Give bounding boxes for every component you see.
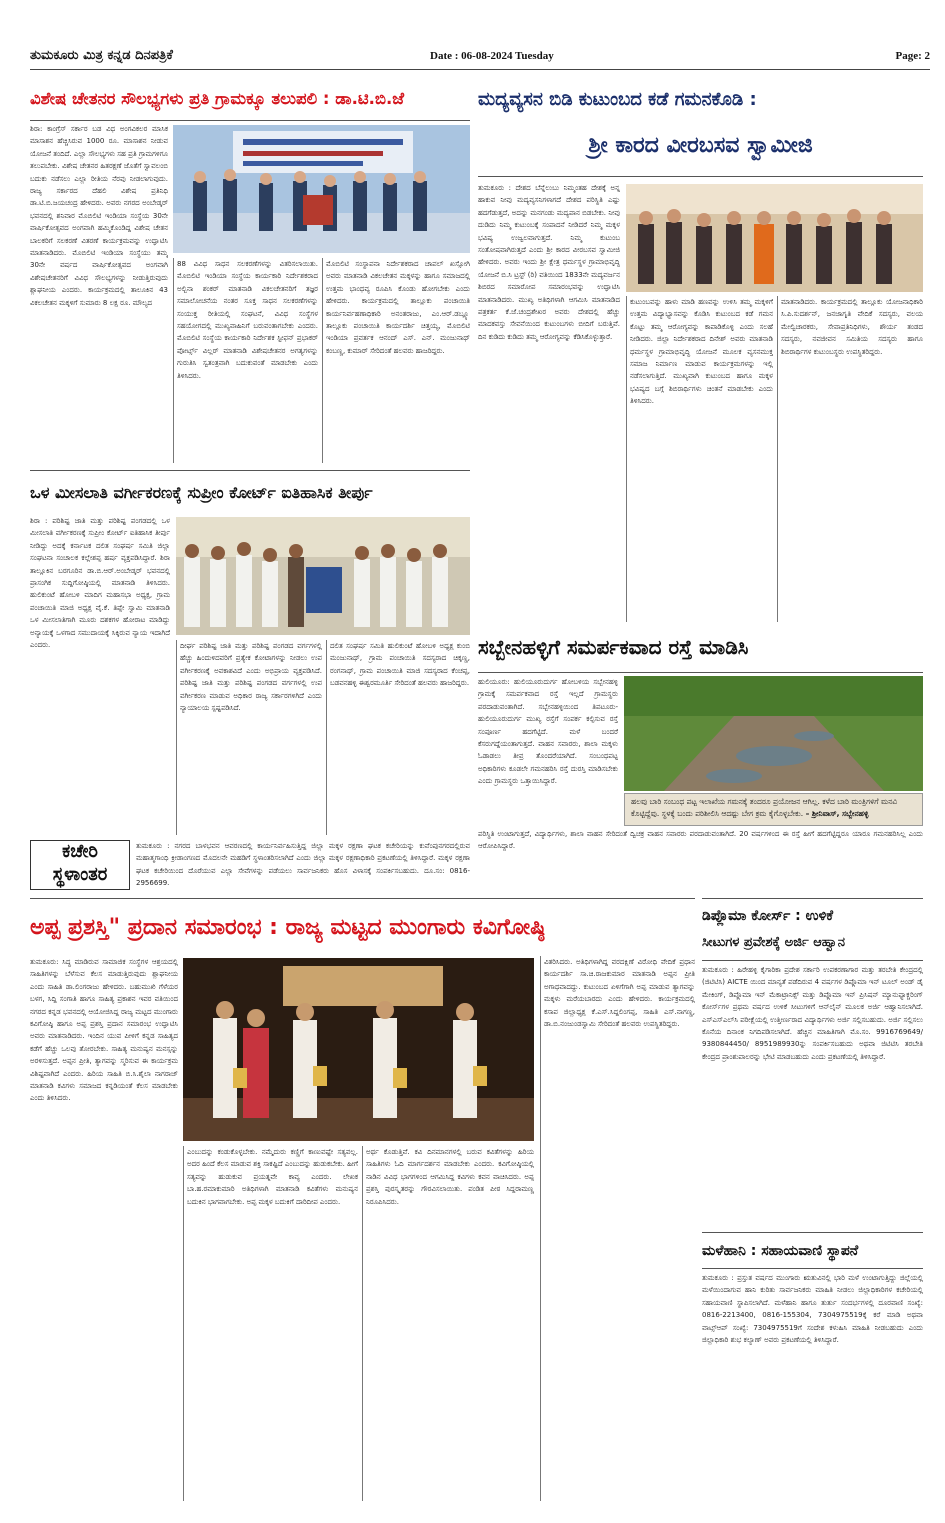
page-number: Page: 2 (895, 50, 930, 62)
story2-body-col1: ತುಮಕೂರು : ದೇಶದ ಬೆನ್ನೆಲುಬು ನಿಮ್ಮಂತಹ ದೇಶಕ್ಕೆ ಅನ್ನ ಹಾಕುವ ನೀವು ಮದ್ಯವ್ಯಸನಿಗಳಾಗದೆ ದೇಶದ ಪರಿಸ್ಥಿತಿ ಎಷ್ಟು ಹದಗೆಡುತ್ತದೆ, ಅದನ್ನು ಮನಗಂಡು ಮದ್ಯಪಾನ ಬಿಡಬೇಕು. ನೀವು ದುಡಿದು ನಿಮ್ಮ ಕುಟುಂಬಕ್ಕೆ ಸಂಪಾದನೆ ನೀಡಿದರೆ ನಿಮ್ಮ ಮಕ್ಕಳ ಭವಿಷ್ಯ ಉಜ್ವಲವಾಗುತ್ತದೆ. ನಿಮ್ಮ ಕುಟುಂಬ ಸಂತೋಷವಾಗಿರುತ್ತದೆ ಎಂದು ಶ್ರೀ ಕಾರದ ವೀರಬಸವ ಸ್ವಾಮೀಜಿ ಹೇಳಿದರು. ಅವರು ಇಂದು ಶ್ರೀ ಕ್ಷೇತ್ರ ಧರ್ಮಸ್ಥಳ ಗ್ರಾಮಾಭಿವೃದ್ಧಿ ಯೋಜನೆ ಬಿ.ಸಿ ಟ್ರಸ್ಟ್ (ರಿ) ವತಿಯಿಂದ 1833ನೇ ಮದ್ಯವರ್ಜನ ಶಿಬಿರದ ಸಮಾರೋಪ ಸಮಾರಂಭವನ್ನು ಉದ್ಘಾಟಿಸಿ ಮಾತನಾಡಿದರು. ಮುಖ್ಯ ಅತಿಥಿಗಳಾಗಿ ಆಗಮಿಸಿ ಮಾತನಾಡಿದ ಪತ್ರಕರ್ತ ಕೆ.ಜೆ.ಚಂದ್ರಶೇಖರ ಅವರು ದೇಶದಲ್ಲಿ ಹೆಚ್ಚು ಮಾದಕವಸ್ತು ಸೇವನೆಯಿಂದ ಕುಟುಂಬಗಳು ಬೀದಿಗೆ ಬರುತ್ತಿವೆ. ದಿನ ಕುಡಿದು ಕುಡಿದು ತಮ್ಮ ಆರೋಗ್ಯವನ್ನು ಕೆಡಿಸಿಕೊಳ್ಳುತ್ತಾರೆ. (478, 184, 620, 341)
story7-top-rule (702, 1232, 923, 1233)
story5-body-col1: ತುಮಕೂರು: ಸಿದ್ಧ ಮಾಡಿರುವ ಸಾಮಾಜಿಕ ಸಂಸ್ಥೆಗಳ ಆಶ್ರಯದಲ್ಲಿ ಸಾಹಿತಿಗಳನ್ನು ಬೆಳೆಸುವ ಕೆಲಸ ಮಾಡುತ್ತಿರುವುದು ಶ್ಲಾಘನೀಯ ಎಂದು ಸಾಹಿತಿ ಡಾ.ಲಿಂಗರಾಜು ಹೇಳಿದರು. ಬಹುಮುಖಿ ಗೆಳೆಯರ ಬಳಗ, ಸಿದ್ದಿ ಸಂಗಾತಿ ಹಾಗೂ ಸಾಹಿತ್ಯ ಪ್ರಕಾಶನ ಇವರ ವತಿಯಿಂದ ನಗರದ ಕನ್ನಡ ಭವನದಲ್ಲಿ ಆಯೋಜಿಸಿದ್ದ ರಾಜ್ಯ ಮಟ್ಟದ ಮುಂಗಾರು ಕವಿಗೋಷ್ಠಿ ಹಾಗೂ ಅಪ್ಪ ಪ್ರಶಸ್ತಿ ಪ್ರದಾನ ಸಮಾರಂಭ ಉದ್ಘಾಟಿಸಿ ಅವರು ಮಾತನಾಡಿದರು. ಇಂದಿನ ಯುವ ಪೀಳಿಗೆ ಕನ್ನಡ ಸಾಹಿತ್ಯದ ಕಡೆಗೆ ಹೆಚ್ಚು ಒಲವು ತೋರಬೇಕು. ಸಾಹಿತ್ಯ ಮನುಷ್ಯನ ಮನಸ್ಸನ್ನು ಅರಳಿಸುತ್ತದೆ. ಅಪ್ಪನ ಪ್ರೀತಿ, ತ್ಯಾಗವನ್ನು ಸ್ಮರಿಸುವ ಈ ಕಾರ್ಯಕ್ರಮ ವಿಶಿಷ್ಟವಾಗಿದೆ ಎಂದರು. ಹಿರಿಯ ಸಾಹಿತಿ ಬಿ.ಸಿ.ಶೈಲಾ ನಾಗರಾಜ್ ಮಾತನಾಡಿ ಕವಿಗಳು ಸಮಾಜದ ಕನ್ನಡಿಯಂತೆ ಕೆಲಸ ಮಾಡಬೇಕು ಎಂದು ತಿಳಿಸಿದರು. (30, 958, 178, 1103)
story1-photo (173, 125, 470, 253)
story6-rule (702, 960, 923, 961)
story1-body-col1: ಶಿರಾ: ಕಾಂಗ್ರೆಸ್ ಸರ್ಕಾರ ಬಡ ವಿಧ ಅಂಗವಿಕಲರ ಮಾಸಿಕ ಮಾಸಾಶನ ಹೆಚ್ಚಿಸಿರುವ 1000 ರೂ. ಮಾಸಾಶನ ನೀಡುವ ಯೋಜನೆ ತಂದಿದೆ. ಎಲ್ಲಾ ಸೌಲಭ್ಯಗಳು ಸಹ ಪ್ರತಿ ಗ್ರಾಮಗಳಿಗೂ ತಲುಪಬೇಕು. ವಿಶೇಷ ಚೇತನರ ಹಿತರಕ್ಷಣೆ ಜೊತೆಗೆ ಸ್ವಾವಲಂಬಿ ಬದುಕು ನಡೆಸಲು ಎಲ್ಲಾ ರೀತಿಯ ನೆರವು ನೀಡಲಾಗುವುದು. ರಾಜ್ಯ ಸರ್ಕಾರದ ದೆಹಲಿ ವಿಶೇಷ ಪ್ರತಿನಿಧಿ ಡಾ.ಟಿ.ಬಿ.ಜಯಚಂದ್ರ ಹೇಳಿದರು. ಅವರು ನಗರದ ಅಂಬೇಡ್ಕರ್ ಭವನದಲ್ಲಿ ಶನಿವಾರ ಮೊಬಿಲಿಟಿ ಇಂಡಿಯಾ ಸಂಸ್ಥೆಯ 30ನೇ ವಾರ್ಷಿಕೋತ್ಸವದ ಅಂಗವಾಗಿ ಹಮ್ಮಿಕೊಂಡಿದ್ದ ವಿಶೇಷ ಚೇತನ ಬಾಲಕರಿಗೆ ಸಲಕರಣೆ ವಿತರಣೆ ಕಾರ್ಯಕ್ರಮವನ್ನು ಉದ್ಘಾಟಿಸಿ ಮಾತನಾಡಿದರು. ಮೊಬಿಲಿಟಿ ಇಂಡಿಯಾ ಸಂಸ್ಥೆಯು ತಮ್ಮ 30ನೇ ವರ್ಷದ ವಾರ್ಷಿಕೋತ್ಸವದ ಅಂಗವಾಗಿ ವಿಶೇಷಚೇತನರಿಗೆ ವಿವಿಧ ಸೌಲಭ್ಯಗಳನ್ನು ನೀಡುತ್ತಿರುವುದು ಶ್ಲಾಘನೀಯ ಎಂದರು. ಕಾರ್ಯಕ್ರಮದಲ್ಲಿ ತಾಲೂಕಿನ 43 ವಿಕಲಚೇತನ ಮಕ್ಕಳಿಗೆ ಸುಮಾರು 8 ಲಕ್ಷ ರೂ. ಮೌಲ್ಯದ (30, 125, 168, 307)
story3-headline: ಒಳ ಮೀಸಲಾತಿ ವರ್ಗೀಕರಣಕ್ಕೆ ಸುಪ್ರೀಂ ಕೋರ್ಟ್ ಐತಿಹಾಸಿಕ ತೀರ್ಪು (30, 483, 373, 502)
story1-body-col3: ಮೊಬಿಲಿಟಿ ಸಂಸ್ಥಾಪನಾ ನಿರ್ದೇಶಕರಾದ ಚಾಪಲ್ ಖಸ್ಸೋಗಿ ಅವರು ಮಾತನಾಡಿ ವಿಕಲಚೇತನ ಮಕ್ಕಳನ್ನು ಹಾಗೂ ಸಮಾಜದಲ್ಲಿ ಉತ್ತಮ ಭಾಂಧವ್ಯ ರೂಪಿಸಿ ಕೊಂಡು ಹೋಗಬೇಕು ಎಂದು ಹೇಳಿದರು. ಕಾರ್ಯಕ್ರಮದಲ್ಲಿ ತಾಲ್ಲೂಕು ಪಂಚಾಯಿತಿ ಕಾರ್ಯನಿರ್ವಹಣಾಧಿಕಾರಿ ಅನಂತರಾಜು, ಎಂ.ಆರ್.ಡಬ್ಲ್ಯೂ ತಾಲ್ಲೂಕು ಪಂಚಾಯಿತಿ ಕಾರ್ಯದರ್ಶಿ ಚಿತ್ತಯ್ಯ, ಮೊಬಿಲಿಟಿ ಇಂಡಿಯಾ ಪ್ರವರ್ತಕ ಆನಂದ್ ಎಸ್. ಎನ್. ಮಂಜುನಾಥ್ ಕಂಬಣ್ಣ, ಕುಮಾರ್ ಸೇರಿದಂತೆ ಹಲವರು ಹಾಜರಿದ್ದರು. (322, 258, 470, 463)
story6-body: ತುಮಕೂರು : ಹಿರೇಹಳ್ಳಿ ಕೈಗಾರಿಕಾ ಪ್ರದೇಶ ಸರ್ಕಾರಿ ಉಪಕರಣಾಗಾರ ಮತ್ತು ತರಬೇತಿ ಕೇಂದ್ರದಲ್ಲಿ (ಜಿಟಿಟಿಸಿ) AICTE ಯಿಂದ ಮಾನ್ಯತೆ ಪಡೆದಿರುವ 4 ವರ್ಷಗಳ ಡಿಪ್ಲೊಮಾ ಇನ್ ಟೂಲ್ ಅಂಡ್ ಡೈ ಮೇಕಿಂಗ್, ಡಿಪ್ಲೊಮಾ ಇನ್ ಮೆಕಾಟ್ರಾನಿಕ್ಸ್ ಮತ್ತು ಡಿಪ್ಲೊಮಾ ಇನ್ ಪ್ರಿಸಿಷನ್ ಮ್ಯಾನುಫ್ಯಾಕ್ಚರಿಂಗ್ ಕೋರ್ಸ್‌ಗಳ ಪ್ರಥಮ ವರ್ಷದ ಉಳಿಕೆ ಸೀಟುಗಳಿಗೆ ಆನ್‌ಲೈನ್ ಮೂಲಕ ಅರ್ಜಿ ಆಹ್ವಾನಿಸಲಾಗಿದೆ. ಎಸ್‌ಎಸ್‌ಎಲ್‌ಸಿ ಪರೀಕ್ಷೆಯಲ್ಲಿ ಉತ್ತೀರ್ಣರಾದ ವಿದ್ಯಾರ್ಥಿಗಳು ಅರ್ಜಿ ಸಲ್ಲಿಸಬಹುದು. ಅರ್ಜಿ ಸಲ್ಲಿಸಲು ಕೊನೆಯ ದಿನಾಂಕ ನಿಗದಿಪಡಿಸಲಾಗಿದೆ. ಹೆಚ್ಚಿನ ಮಾಹಿತಿಗಾಗಿ ಮೊ.ಸಂ. 9916769649/ 9380844450/ 8951989930ನ್ನು ಸಂಪರ್ಕಿಸಬಹುದು ಅಥವಾ ಜಿಟಿಟಿಸಿ ತರಬೇತಿ ಕೇಂದ್ರದ ಪ್ರಾಂಶುಪಾಲರನ್ನು ಭೇಟಿ ಮಾಡಬಹುದು ಎಂದು ಪ್ರಕಟಣೆಯಲ್ಲಿ ತಿಳಿಸಿದ್ದಾರೆ. (702, 966, 923, 1061)
story3-top-rule (30, 470, 470, 471)
story5-photo (183, 958, 534, 1141)
story3-body-col2: ದೀರ್ಘ ಪರಿಶಿಷ್ಟ ಜಾತಿ ಮತ್ತು ಪರಿಶಿಷ್ಟ ಪಂಗಡದ ವರ್ಗಗಳಲ್ಲಿ ಹೆಚ್ಚು ಹಿಂದುಳಿದವರಿಗೆ ಪ್ರತ್ಯೇಕ ಕೋಟಾಗಳನ್ನು ನೀಡಲು ಉಪ ವರ್ಗೀಕರಣಕ್ಕೆ ಅವಕಾಶವಿದೆ ಎಂದು ಅಭಿಪ್ರಾಯ ವ್ಯಕ್ತಪಡಿಸಿದೆ. ಪರಿಶಿಷ್ಟ ಜಾತಿ ಮತ್ತು ಪರಿಶಿಷ್ಟ ಪಂಗಡದ ವರ್ಗಗಳಲ್ಲಿ ಉಪ ವರ್ಗೀಕರಣ ಮಾಡುವ ಅಧಿಕಾರ ರಾಜ್ಯ ಸರ್ಕಾರಗಳಿಗಿದೆ ಎಂದು ನ್ಯಾಯಾಲಯ ಸ್ಪಷ್ಟಪಡಿಸಿದೆ. (176, 640, 322, 835)
story4-caption-text: ಹಲವು ಬಾರಿ ಸಂಬಂಧ ಪಟ್ಟ ಇಲಾಖೆಯ ಗಮನಕ್ಕೆ ತಂದರೂ ಪ್ರಯೋಜನ ಆಗಿಲ್ಲ. ಕಳೆದ ಬಾರಿ ಮಂತ್ರಿಗಳಿಗೆ ಮನವಿ ಕೊಟ್ಟಿದ್ದೆವು. ಸ್ಥಳಕ್ಕೆ ಬಂದು ಪರಿಶೀಲಿಸಿ ಆದಷ್ಟು ಬೇಗ ಕ್ರಮ ಕೈಗೊಳ್ಳಬೇಕು. (631, 797, 898, 818)
story1-rule (30, 120, 470, 121)
story5-top-rule (30, 898, 695, 899)
story6-top-rule (702, 898, 923, 899)
story2-photo (626, 184, 923, 292)
notice-body: ತುಮಕೂರು : ನಗರದ ಬಾಳಭವನ ಆವರಣದಲ್ಲಿ ಕಾರ್ಯನಿರ್ವಹಿಸುತ್ತಿದ್ದ ಜಿಲ್ಲಾ ಮಕ್ಕಳ ರಕ್ಷಣಾ ಘಟಕ ಕಚೇರಿಯನ್ನು ಕುವೆಂಪುನಗರದಲ್ಲಿರುವ ಮಹಾತ್ಮಗಾಂಧಿ ಕ್ರೀಡಾಂಗಣದ ಮೊದಲನೇ ಮಹಡಿಗೆ ಸ್ಥಳಾಂತರಿಸಲಾಗಿದೆ ಎಂದು ಜಿಲ್ಲಾ ಮಕ್ಕಳ ರಕ್ಷಣಾಧಿಕಾರಿ ಪ್ರಕಟಣೆಯಲ್ಲಿ ತಿಳಿಸಿದ್ದಾರೆ. ಮಕ್ಕಳ ರಕ್ಷಣಾ ಘಟಕ ಕಚೇರಿಯಿಂದ ದೊರೆಯುವ ಎಲ್ಲಾ ಸೇವೆಗಳನ್ನು ಪಡೆಯಲು ಸಾರ್ವಜನಿಕರು ಹೊಸ ವಿಳಾಸಕ್ಕೆ ಸಂಪರ್ಕಿಸಬಹುದು. ದೂ.ಸಂ: 0816-2956699. (136, 842, 470, 888)
story3-photo (176, 517, 470, 635)
story2-headline-line2: ಶ್ರೀ ಕಾರದ ವೀರಬಸವ ಸ್ವಾಮೀಜಿ (588, 133, 813, 158)
story1-headline: ವಿಶೇಷ ಚೇತನರ ಸೌಲಭ್ಯಗಳು ಪ್ರತಿ ಗ್ರಾಮಕ್ಕೂ ತಲುಪಲಿ : ಡಾ.ಟಿ.ಬಿ.ಜೆ (30, 89, 404, 108)
notice-title-line2: ಸ್ಥಳಾಂತರ (52, 864, 108, 885)
story4-rule (478, 672, 923, 673)
story5-body-col2: ಎಂಬುದನ್ನು ಕಂಡುಕೊಳ್ಳಬೇಕು. ನಮ್ಮೆದುರು ಕಣ್ಣಿಗೆ ಕಾಣುವಷ್ಟೇ ಸತ್ಯವಲ್ಲ. ಅದರ ಹಿಂದೆ ಕೆಲಸ ಮಾಡುವ ಶಕ್ತಿ ಸಾಕಷ್ಟಿದೆ ಎಂಬುದನ್ನು ಹುಡುಕಬೇಕು. ಹೀಗೆ ಸತ್ಯವನ್ನು ಹುಡುಕುವ ಪ್ರಯತ್ನವೇ ಕಾವ್ಯ ಎಂದರು. ಲೇಖಕ ಬಾ.ಹ.ರಮಾಕುಮಾರಿ ಅತಿಥಿಗಳಾಗಿ ಮಾತನಾಡಿ ಕವಿತೆಗಳು ಮನುಷ್ಯನ ಬದುಕಿನ ಭಾಗವಾಗಬೇಕು. ಅಪ್ಪ ಮಕ್ಕಳ ಬದುಕಿಗೆ ದಾರಿದೀಪ ಎಂದರು. (183, 1146, 358, 1501)
story7-body: ತುಮಕೂರು : ಪ್ರಸ್ತುತ ವರ್ಷದ ಮುಂಗಾರು ಋತುವಿನಲ್ಲಿ ಭಾರಿ ಮಳೆ ಉಂಟಾಗುತ್ತಿದ್ದು ಜಿಲ್ಲೆಯಲ್ಲಿ ಮಳೆಯಿಂದಾಗುವ ಹಾನಿ ಕುರಿತು ಸಾರ್ವಜನಿಕರು ಮಾಹಿತಿ ನೀಡಲು ಜಿಲ್ಲಾಧಿಕಾರಿಗಳ ಕಚೇರಿಯಲ್ಲಿ ಸಹಾಯವಾಣಿ ಸ್ಥಾಪಿಸಲಾಗಿದೆ. ಮಳೆಹಾನಿ ಹಾಗೂ ತುರ್ತು ಸಂದರ್ಭಗಳಲ್ಲಿ ದೂರವಾಣಿ ಸಂಖ್ಯೆ: 0816-2213400, 0816-155304, 7304975519ಕ್ಕೆ ಕರೆ ಮಾಡಿ ಅಥವಾ ವಾಟ್ಸ್‌ಆಪ್ ಸಂಖ್ಯೆ: 7304975519ಗೆ ಸಂದೇಶ ಕಳುಹಿಸಿ ಮಾಹಿತಿ ನೀಡಬಹುದು ಎಂದು ಜಿಲ್ಲಾಧಿಕಾರಿ ಶುಭ ಕಲ್ಯಾಣ್ ಅವರು ಪ್ರಕಟಣೆಯಲ್ಲಿ ತಿಳಿಸಿದ್ದಾರೆ. (702, 1274, 923, 1345)
story7-rule (702, 1268, 923, 1269)
story4-caption-credit: – ಶ್ರೀನಿವಾಸ್, ಸಬ್ಬೇನಹಳ್ಳಿ (805, 809, 869, 818)
story3-body-col3: ದಲಿತ ಸಂಘರ್ಷ ಸಮಿತಿ ಹುಲಿಕುಂಟೆ ಹೋಬಳಿ ಅಧ್ಯಕ್ಷ ಕುಂಬಿ ಮಂಜುನಾಥ್, ಗ್ರಾಮ ಪಂಚಾಯಿತಿ ಸದಸ್ಯರಾದ ಚಿಕ್ಕಣ್ಣ, ರಂಗನಾಥ್, ಗ್ರಾಮ ಪಂಚಾಯಿತಿ ಮಾಜಿ ಸದಸ್ಯರಾದ ಕೆಂಚಪ್ಪ, ಬಡವನಹಳ್ಳಿ ಈಶ್ವರಮೂರ್ತಿ ಸೇರಿದಂತೆ ಹಲವರು ಹಾಜರಿದ್ದರು. (326, 640, 470, 835)
story5-body-col4: ವಿತರಿಸಿದರು. ಅತಿಥಿಗಳಾಗಿದ್ದ ವರದಕ್ಷಿಣೆ ವಿರೋಧಿ ವೇದಿಕೆ ಪ್ರಧಾನ ಕಾರ್ಯದರ್ಶಿ ಸಾ.ಚಿ.ರಾಜಕುಮಾರ ಮಾತನಾಡಿ ಅಪ್ಪನ ಪ್ರೀತಿ ಅಗಾಧವಾದದ್ದು. ಕುಟುಂಬದ ಏಳಿಗೆಗಾಗಿ ಅಪ್ಪ ಮಾಡುವ ತ್ಯಾಗವನ್ನು ಮಕ್ಕಳು ಮರೆಯಬಾರದು ಎಂದು ಹೇಳಿದರು. ಕಾರ್ಯಕ್ರಮದಲ್ಲಿ ಕಸಾಪ ಜಿಲ್ಲಾಧ್ಯಕ್ಷ ಕೆ.ಎಸ್.ಸಿದ್ದಲಿಂಗಪ್ಪ, ಸಾಹಿತಿ ಎಸ್.ನಾಗಣ್ಣ, ಡಾ.ಬಿ.ನಂಜುಂಡಸ್ವಾಮಿ ಸೇರಿದಂತೆ ಹಲವರು ಉಪಸ್ಥಿತರಿದ್ದರು. (540, 956, 695, 1501)
story6-headline-line2: ಸೀಟುಗಳ ಪ್ರವೇಶಕ್ಕೆ ಅರ್ಜಿ ಆಹ್ವಾನ (702, 935, 845, 950)
story4-body: ಹುಲಿಯೂರು: ಹುಲಿಯೂರುದುರ್ಗ ಹೋಬಳಿಯ ಸಬ್ಬೇನಹಳ್ಳಿ ಗ್ರಾಮಕ್ಕೆ ಸಮರ್ಪಕವಾದ ರಸ್ತೆ ಇಲ್ಲದೆ ಗ್ರಾಮಸ್ಥರು ಪರದಾಡುವಂತಾಗಿದೆ. ಸಬ್ಬೇನಹಳ್ಳಿಯಿಂದ ತಿಪಟೂರು-ಹುಲಿಯೂರುದುರ್ಗ ಮುಖ್ಯ ರಸ್ತೆಗೆ ಸಂಪರ್ಕ ಕಲ್ಪಿಸುವ ರಸ್ತೆ ಸಂಪೂರ್ಣ ಹದಗೆಟ್ಟಿದೆ. ಮಳೆ ಬಂದರೆ ಕೆಸರುಗದ್ದೆಯಂತಾಗುತ್ತದೆ. ವಾಹನ ಸವಾರರು, ಶಾಲಾ ಮಕ್ಕಳು ಓಡಾಡಲು ತೀವ್ರ ತೊಂದರೆಯಾಗಿದೆ. ಸಂಬಂಧಪಟ್ಟ ಅಧಿಕಾರಿಗಳು ಕೂಡಲೇ ಗಮನಹರಿಸಿ ರಸ್ತೆ ದುರಸ್ತಿ ಮಾಡಿಸಬೇಕು ಎಂದು ಗ್ರಾಮಸ್ಥರು ಒತ್ತಾಯಿಸಿದ್ದಾರೆ. (478, 678, 618, 786)
story2-headline-line1: ಮದ್ಯವ್ಯಸನ ಬಿಡಿ ಕುಟುಂಬದ ಕಡೆ ಗಮನಕೊಡಿ : (478, 89, 757, 110)
story5-body-col3: ಅರ್ಥ ಕೊಡುತ್ತಿವೆ. ಕವಿ ದಿನಮಾನಗಳಲ್ಲಿ ಬರುವ ಕವಿತೆಗಳನ್ನು ಹಿರಿಯ ಸಾಹಿತಿಗಳು ಓದಿ ಮಾರ್ಗದರ್ಶನ ಮಾಡಬೇಕು ಎಂದರು. ಕವಿಗೋಷ್ಠಿಯಲ್ಲಿ ನಾಡಿನ ವಿವಿಧ ಭಾಗಗಳಿಂದ ಆಗಮಿಸಿದ್ದ ಕವಿಗಳು ಕವನ ವಾಚಿಸಿದರು. ಅಪ್ಪ ಪ್ರಶಸ್ತಿ ಪುರಸ್ಕೃತರನ್ನು ಗೌರವಿಸಲಾಯಿತು. ಪಂಡಿತ ಪೀಠ ಸಿದ್ದರಾಮಣ್ಣ ನಿರೂಪಿಸಿದರು. (362, 1146, 534, 1501)
story4-caption (624, 793, 923, 826)
story6-headline-line1: ಡಿಪ್ಲೊಮಾ ಕೋರ್ಸ್ : ಉಳಿಕೆ (702, 908, 834, 924)
story2-body-col2: ಕುಟುಂಬವನ್ನು ಹಾಳು ಮಾಡಿ ಹಣವನ್ನು ಉಳಿಸಿ ತಮ್ಮ ಮಕ್ಕಳಿಗೆ ಉತ್ತಮ ವಿದ್ಯಾಭ್ಯಾಸವನ್ನು ಕೊಡಿಸಿ ಕುಟುಂಬದ ಕಡೆ ಗಮನ ಕೊಟ್ಟು ತಮ್ಮ ಆರೋಗ್ಯವನ್ನು ಕಾಪಾಡಿಕೊಳ್ಳಿ ಎಂದು ಸಲಹೆ ನೀಡಿದರು. ಜಿಲ್ಲಾ ನಿರ್ದೇಶಕರಾದ ದಿನೇಶ್ ಅವರು ಮಾತನಾಡಿ ಧರ್ಮಸ್ಥಳ ಗ್ರಾಮಾಭಿವೃದ್ಧಿ ಯೋಜನೆ ಮೂಲಕ ವ್ಯಸನಮುಕ್ತ ಸಮಾಜ ನಿರ್ಮಾಣ ಮಾಡುವ ಕಾರ್ಯಕ್ರಮಗಳನ್ನು ಇಲ್ಲಿ ನಡೆಸಲಾಗುತ್ತಿದೆ. ಮುಖ್ಯವಾಗಿ ಕುಟುಂಬದ ಹಾಗೂ ಮಕ್ಕಳ ಭವಿಷ್ಯದ ಬಗ್ಗೆ ಶಿಬಿರಾರ್ಥಿಗಳು ಚಿಂತನೆ ಮಾಡಬೇಕು ಎಂದು ತಿಳಿಸಿದರು. (626, 296, 773, 622)
masthead (30, 48, 930, 70)
story4-photo (624, 676, 923, 791)
story4-body-bottom: ಪರಿಸ್ಥಿತಿ ಉಂಟಾಗುತ್ತದೆ, ವಿದ್ಯಾರ್ಥಿಗಳು, ಶಾಲಾ ವಾಹನ ಸೇರಿದಂತೆ ದ್ವಿಚಕ್ರ ವಾಹನ ಸವಾರರು ಪರದಾಡುವಂತಾಗಿದೆ. 20 ವರ್ಷಗಳಿಂದ ಈ ರಸ್ತೆ ಹೀಗೆ ಹದಗೆಟ್ಟಿದ್ದರೂ ಯಾರೂ ಗಮನಹರಿಸಿಲ್ಲ ಎಂದು ಆರೋಪಿಸಿದ್ದಾರೆ. (478, 830, 923, 851)
story5-headline: ಅಪ್ಪ ಪ್ರಶಸ್ತಿ" ಪ್ರದಾನ ಸಮಾರಂಭ : ರಾಜ್ಯ ಮಟ್ಟದ ಮುಂಗಾರು ಕವಿಗೋಷ್ಠಿ (30, 915, 546, 940)
story7-headline: ಮಳೆಹಾನಿ : ಸಹಾಯವಾಣಿ ಸ್ಥಾಪನೆ (702, 1243, 859, 1259)
paper-name: ತುಮಕೂರು ಮಿತ್ರ ಕನ್ನಡ ದಿನಪತ್ರಿಕೆ (30, 48, 173, 63)
notice-title-line1: ಕಚೇರಿ (62, 841, 98, 862)
story2-body-col3: ಮಾತನಾಡಿದರು. ಕಾರ್ಯಕ್ರಮದಲ್ಲಿ ತಾಲ್ಲೂಕು ಯೋಜನಾಧಿಕಾರಿ ಸಿ.ಪಿ.ಸುದರ್ಶನ್, ಜನಜಾಗೃತಿ ವೇದಿಕೆ ಸದಸ್ಯರು, ವಲಯ ಮೇಲ್ವಿಚಾರಕರು, ಸೇವಾಪ್ರತಿನಿಧಿಗಳು, ಶೌರ್ಯ ತಂಡದ ಸದಸ್ಯರು, ನವಜೀವನ ಸಮಿತಿಯ ಸದಸ್ಯರು ಹಾಗೂ ಶಿಬಿರಾರ್ಥಿಗಳ ಕುಟುಂಬಸ್ಥರು ಉಪಸ್ಥಿತರಿದ್ದರು. (777, 296, 923, 622)
story4-headline: ಸಬ್ಬೇನಹಳ್ಳಿಗೆ ಸಮರ್ಪಕವಾದ ರಸ್ತೆ ಮಾಡಿಸಿ (478, 635, 749, 659)
notice-title-box (30, 840, 130, 890)
story3-body-col1: ಶಿರಾ : ಪರಿಶಿಷ್ಟ ಜಾತಿ ಮತ್ತು ಪರಿಶಿಷ್ಟ ಪಂಗಡದಲ್ಲಿ ಒಳ ಮೀಸಲಾತಿ ವರ್ಗೀಕರಣಕ್ಕೆ ಸುಪ್ರೀಂ ಕೋರ್ಟ್ ಐತಿಹಾಸಿಕ ತೀರ್ಪು ನೀಡಿದ್ದು ಅದಕ್ಕೆ ಕರ್ನಾಟಕ ದಲಿತ ಸಂಘರ್ಷ ಸಮಿತಿ ಜಿಲ್ಲಾ ಸಂಘಟನಾ ಸಂಚಾಲಕ ಕಲ್ಲೇಶಪ್ಪ ಹರ್ಷ ವ್ಯಕ್ತಪಡಿಸಿದ್ದಾರೆ. ಶಿರಾ ತಾಲ್ಲೂಕಿನ ಬರಗೂರಿನ ಡಾ.ಬಿ.ಆರ್.ಅಂಬೇಡ್ಕರ್ ಭವನದಲ್ಲಿ ಪ್ರಾಸಂಗಿಕ ಸುದ್ದಿಗೋಷ್ಠಿಯಲ್ಲಿ ಮಾತನಾಡಿ ತಿಳಿಸಿದರು. ಹುಲಿಕುಂಟೆ ಹೋಬಳಿ ಮಾದಿಗ ಮಹಾಸಭಾ ಅಧ್ಯಕ್ಷ, ಗ್ರಾಮ ಪಂಚಾಯಿತಿ ಮಾಜಿ ಅಧ್ಯಕ್ಷ ವೈ.ಕೆ. ತಿಪ್ಪೇ ಸ್ವಾಮಿ ಮಾತನಾಡಿ ಒಳ ಮೀಸಲಾತಿಗಾಗಿ ಮೂರು ದಶಕಗಳ ಹೋರಾಟ ಮಾಡಿದ್ದು ಅನ್ಯಾಯಕ್ಕೆ ಒಳಗಾದ ಸಮುದಾಯಕ್ಕೆ ಸಿಕ್ಕಿರುವ ನ್ಯಾಯ ಇದಾಗಿದೆ ಎಂದರು. (30, 517, 170, 650)
issue-date: Date : 06-08-2024 Tuesday (430, 50, 554, 62)
story2-rule (478, 176, 923, 177)
story1-body-col2: 88 ವಿವಿಧ ಸಾಧನ ಸಲಕರಣೆಗಳನ್ನು ವಿತರಿಸಲಾಯಿತು. ಮೊಬಿಲಿಟಿ ಇಂಡಿಯಾ ಸಂಸ್ಥೆಯ ಕಾರ್ಯಕಾರಿ ನಿರ್ದೇಶಕರಾದ ಅಲ್ಬಿನಾ ಶಂಕರ್ ಮಾತನಾಡಿ ವಿಕಲಚೇತನರಿಗೆ ತಜ್ಞರ ಸಮಾಲೋಚನೆಯ ನಂತರ ಸೂಕ್ತ ಸಾಧನ ಸಲಕರಣೆಗಳನ್ನು ಸಂಯುಕ್ತ ರೀತಿಯಲ್ಲಿ ಸಂಘಟನೆ, ವಿವಿಧ ಸಂಸ್ಥೆಗಳ ಸಹಯೋಗದಲ್ಲಿ ಮುಖ್ಯವಾಹಿನಿಗೆ ಬರುವಂತಾಗಬೇಕು ಎಂದರು. ಮೊಬಿಲಿಟಿ ಸಂಸ್ಥೆಯ ಕಾರ್ಯಕಾರಿ ನಿರ್ದೇಶಕ ಸ್ಟೀಫನ್ ಪ್ರಭಾಕರ್ ಪೋರ್ಟ್ಸ್ ವಿಲ್ಲರ್ ಮಾತನಾಡಿ ವಿಶೇಷಚೇತನರ ಅಗತ್ಯಗಳನ್ನು ಗುರುತಿಸಿ ಸ್ವತಂತ್ರವಾಗಿ ಬದುಕುವಂತೆ ಮಾಡಬೇಕು ಎಂದು ತಿಳಿಸಿದರು. (173, 258, 318, 463)
